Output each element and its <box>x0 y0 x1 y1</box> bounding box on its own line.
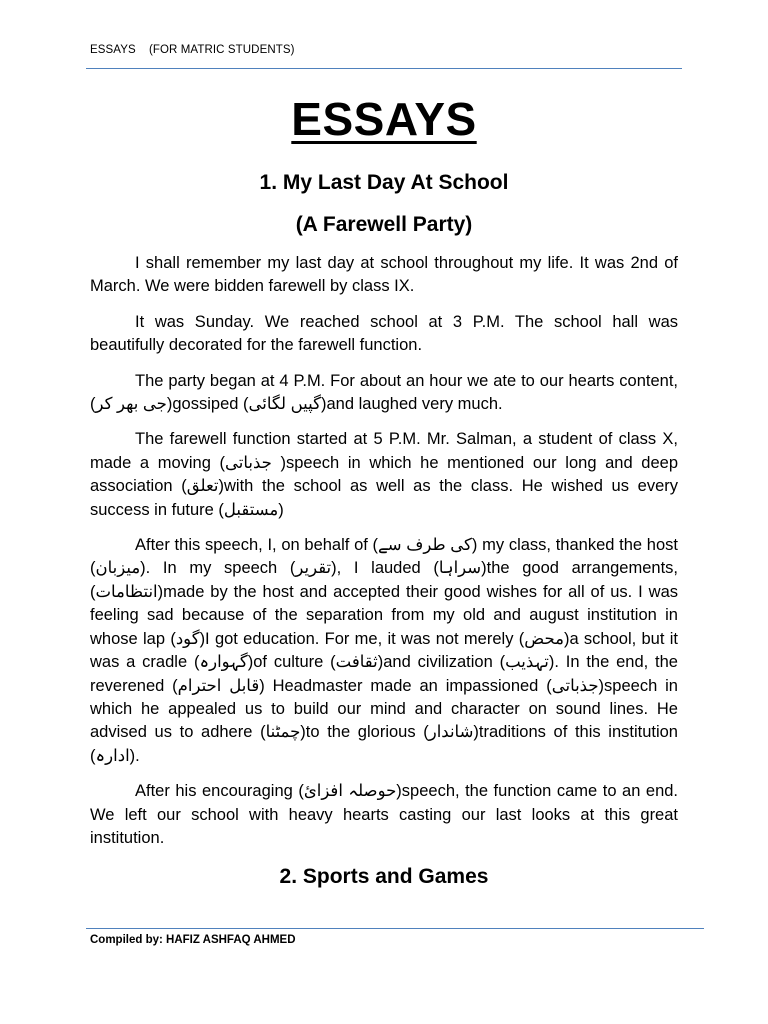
essay-1-body <box>90 252 678 862</box>
paragraph: I shall remember my last day at school throughout my life. It was 2nd of March. We were bidden farewell by class IX. <box>90 254 678 296</box>
essay-1-title: 1. My Last Day At School <box>259 171 509 194</box>
page-header: ESSAYS (FOR MATRIC STUDENTS) <box>90 44 295 56</box>
essay-2-title: 2. Sports and Games <box>279 865 489 888</box>
footer-divider <box>86 928 704 929</box>
paragraph: After this speech, I, on behalf of (کی طرف سے) my class, thanked the host (میزبان). In my speech (تقریر), I lauded (سراہا)the good arrangements, (انتظامات)made by the host and accepted their good wishes for all of us. I was feeling sad because of the separation from my old and august institution in whose lap (گود)I got education. For me, it was not merely (محض)a school, but it was a cradle (گہوارہ)of culture (ثقافت)and civilization (تہذیب). In the end, the reverened (قابل احترام) Headmaster made an impassioned (جذباتی)speech in which he appealed us to build our mind and character on sound lines. He advised us to adhere (چمٹنا)to the glorious (شاندار)traditions of this institution (ادارہ). <box>90 536 678 765</box>
paragraph: The party began at 4 P.M. For about an hour we ate to our hearts content, (جی بھر کر)gossiped (گپیں لگائی)and laughed very much. <box>90 371 678 414</box>
paragraph: The farewell function started at 5 P.M. Mr. Salman, a student of class X, made a moving (جذباتی )speech in which he mentioned our long and deep association (تعلق)with the school as well as the class. He wished us every success in future (مستقبل) <box>90 430 679 519</box>
paragraph: It was Sunday. We reached school at 3 P.M. The school hall was beautifully decorated for the farewell function. <box>90 312 678 355</box>
paragraph: After his encouraging (حوصلہ افزائ)speech, the function came to an end. We left our school with heavy hearts casting our last looks at this great institution. <box>90 782 679 847</box>
page-footer: Compiled by: HAFIZ ASHFAQ AHMED <box>90 934 296 946</box>
essay-1-subtitle: (A Farewell Party) <box>295 213 473 236</box>
document-title <box>0 92 768 146</box>
document-title-text: ESSAYS <box>291 93 477 145</box>
header-divider <box>86 68 682 69</box>
